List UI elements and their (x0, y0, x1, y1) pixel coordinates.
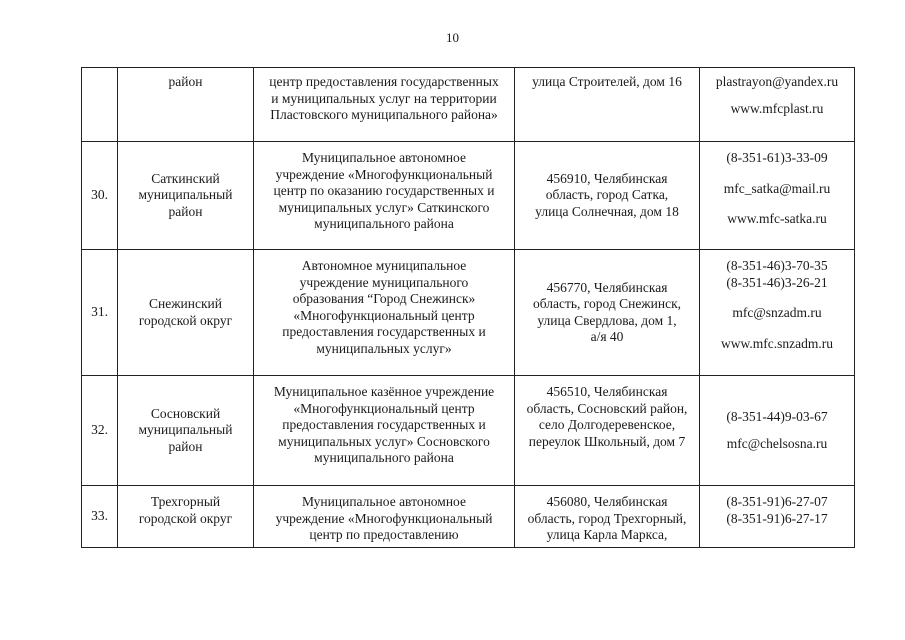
district-line: городской округ (138, 510, 233, 526)
district-line: муниципальный (138, 187, 233, 203)
organization-line: Муниципальное казённое учреждение (273, 384, 495, 399)
row-number (82, 68, 118, 142)
address-line: 456770, Челябинская (546, 279, 668, 295)
organization-line: центр по предоставлению (309, 527, 459, 542)
phone-number: (8-351-91)6-27-17 (726, 510, 828, 526)
organization-line: образования “Город Снежинск» (292, 291, 476, 306)
organization-cell (254, 486, 515, 548)
table-row (82, 68, 855, 142)
organization-line: учреждение муниципального (299, 274, 469, 290)
contacts-cell (700, 250, 855, 376)
address-line: улица Строителей, дом 16 (532, 74, 682, 89)
district-line: муниципальный (138, 422, 233, 438)
email-link[interactable]: plastrayon@yandex.ru (715, 74, 839, 89)
contacts-cell (700, 486, 855, 548)
address-cell (515, 376, 700, 486)
organization-line: Пластовского муниципального района» (270, 107, 498, 122)
address-line: улица Солнечная, дом 18 (535, 203, 679, 219)
organization-cell (254, 376, 515, 486)
address-cell (515, 68, 700, 142)
organization-line: Муниципальное автономное (302, 150, 466, 165)
phone-number: (8-351-46)3-70-35 (726, 258, 828, 273)
address-cell (515, 486, 700, 548)
email-link[interactable]: mfc@snzadm.ru (732, 305, 822, 320)
organization-line: Муниципальное автономное (302, 494, 466, 509)
phone-number: (8-351-61)3-33-09 (726, 150, 828, 165)
table-row (82, 142, 855, 250)
address-line: область, город Трехгорный, (527, 510, 687, 526)
organization-line: учреждение «Многофункциональный (275, 166, 493, 182)
address-cell (515, 142, 700, 250)
address-line: а/я 40 (590, 329, 624, 344)
address-line: область, Сосновский район, (526, 400, 688, 416)
organization-line: предоставления государственных и (282, 417, 486, 432)
district-cell (118, 250, 254, 376)
organization-line: муниципальных услуг» Саткинского (278, 199, 490, 215)
row-number: 30. (82, 142, 118, 250)
organization-line: Автономное муниципальное (301, 258, 467, 273)
contacts-cell (700, 376, 855, 486)
organization-line: предоставления государственных и (282, 324, 486, 339)
organization-line: учреждение «Многофункциональный (275, 510, 493, 526)
organization-cell (254, 68, 515, 142)
mfc-table (81, 67, 855, 548)
address-line: 456080, Челябинская (546, 494, 668, 509)
district-cell (118, 486, 254, 548)
website-link[interactable]: www.mfc.snzadm.ru (721, 335, 833, 351)
row-number: 33. (82, 486, 118, 548)
table-row (82, 486, 855, 548)
website-link[interactable]: www.mfcplast.ru (730, 100, 824, 116)
address-line: улица Свердлова, дом 1, (537, 312, 677, 328)
contacts-cell (700, 68, 855, 142)
phone-number: (8-351-46)3-26-21 (726, 274, 828, 290)
address-line: переулок Школьный, дом 7 (528, 433, 686, 449)
address-line: 456910, Челябинская (546, 170, 668, 186)
organization-line: «Многофункциональный центр (293, 307, 475, 323)
page-number: 10 (446, 30, 459, 45)
row-number: 31. (82, 250, 118, 376)
district-cell (118, 142, 254, 250)
address-cell (515, 250, 700, 376)
address-line: село Долгодеревенское, (538, 417, 676, 432)
organization-line: «Многофункциональный центр (293, 400, 475, 416)
district-line: район (168, 438, 203, 454)
organization-line: муниципального района (314, 450, 454, 465)
organization-line: муниципальных услуг» (316, 340, 452, 356)
address-line: область, город Сатка, (545, 187, 669, 203)
district-line: Сосновский (150, 405, 221, 421)
phone-number: (8-351-91)6-27-07 (726, 494, 828, 509)
website-link[interactable]: www.mfc-satka.ru (727, 211, 827, 226)
district-line: Саткинский (151, 170, 220, 186)
organization-line: и муниципальных услуг на территории (271, 90, 497, 106)
phone-number: (8-351-44)9-03-67 (726, 409, 828, 424)
email-link[interactable]: mfc@chelsosna.ru (726, 435, 828, 451)
organization-line: муниципальных услуг» Сосновского (278, 433, 490, 449)
address-line: 456510, Челябинская (546, 384, 668, 399)
table-row (82, 376, 855, 486)
district-line: район (168, 203, 203, 219)
district-cell (118, 68, 254, 142)
organization-line: центр по оказанию государственных и (273, 183, 495, 198)
table-row (82, 250, 855, 376)
organization-line: муниципального района (314, 216, 454, 231)
district-cell (118, 376, 254, 486)
organization-cell (254, 250, 515, 376)
address-line: улица Карла Маркса, (546, 527, 668, 542)
organization-line: центр предоставления государственных (269, 74, 499, 89)
row-number: 32. (82, 376, 118, 486)
address-line: область, город Снежинск, (532, 296, 682, 311)
district-line: городской округ (138, 312, 233, 328)
organization-cell (254, 142, 515, 250)
contacts-cell (700, 142, 855, 250)
district-line: Снежинский (149, 296, 222, 311)
district-line: Трехгорный (150, 494, 221, 509)
email-link[interactable]: mfc_satka@mail.ru (723, 180, 831, 196)
district-line: район (168, 74, 203, 89)
